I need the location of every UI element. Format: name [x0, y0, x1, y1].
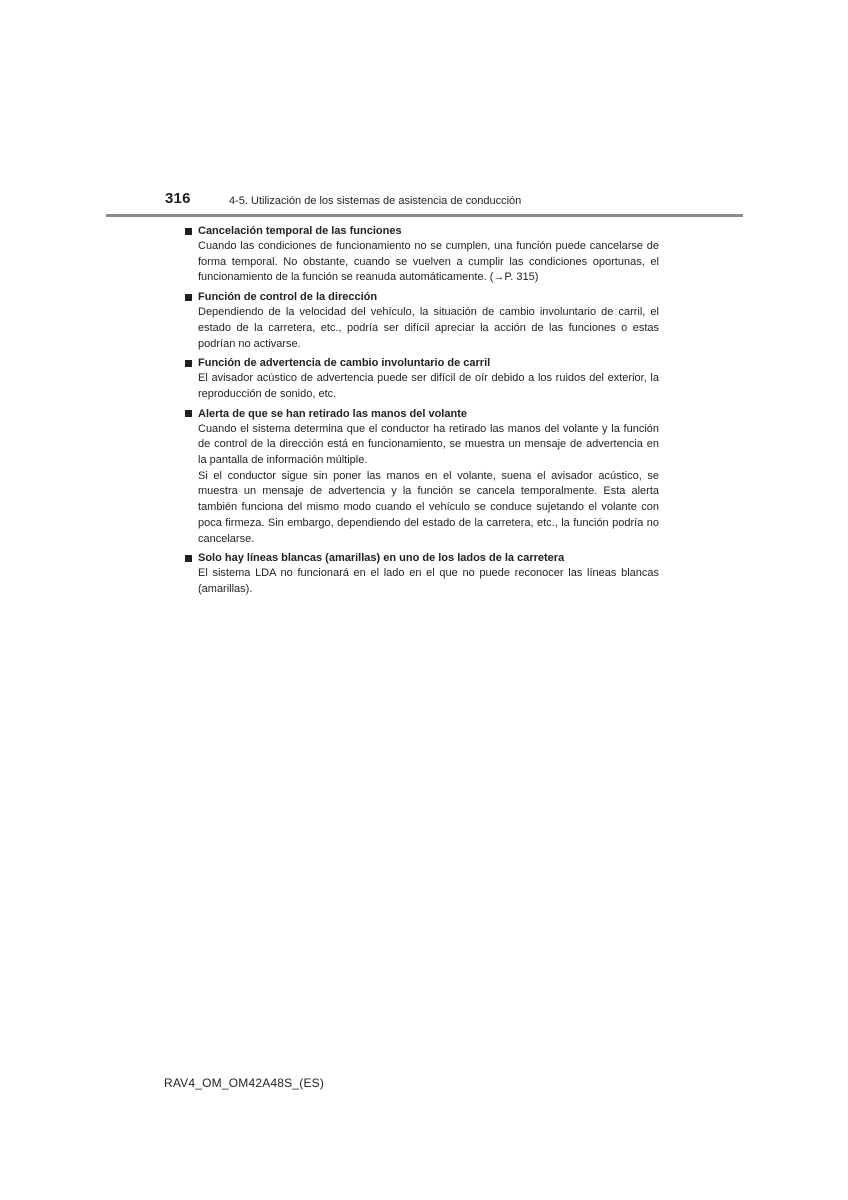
section-hands-off-alert [185, 406, 659, 548]
page-content [185, 223, 659, 601]
square-bullet-icon [185, 294, 192, 301]
section-heading-text: Alerta de que se han retirado las manos del volante [198, 407, 467, 420]
section-paragraph: Dependiendo de la velocidad del vehículo, la situación de cambio involuntario de carril, el estado de la carretera, etc., podría ser difícil apreciar la acción de las funciones o estas podrían no activarse. [198, 306, 659, 350]
section-paragraph: El sistema LDA no funcionará en el lado en el que no puede reconocer las líneas blancas (amarillas). [198, 567, 659, 595]
section-single-side-lines [185, 550, 659, 597]
section-heading-text: Función de control de la dirección [198, 291, 378, 304]
square-bullet-icon [185, 360, 192, 367]
section-temporary-cancellation [185, 223, 659, 286]
section-heading-text: Cancelación temporal de las funciones [198, 225, 402, 237]
square-bullet-icon [185, 410, 192, 417]
section-heading [185, 406, 659, 422]
section-heading [185, 355, 659, 371]
running-header-title: 4-5. Utilización de los sistemas de asistencia de conducción [229, 195, 522, 207]
section-heading [185, 550, 659, 566]
square-bullet-icon [185, 555, 192, 562]
section-lane-departure-warning [185, 355, 659, 402]
footer-document-code: RAV4_OM_OM42A48S_(ES) [164, 1076, 325, 1090]
section-heading-text: Función de advertencia de cambio involuntario de carril [198, 357, 491, 370]
section-paragraph: Cuando el sistema determina que el conductor ha retirado las manos del volante y la función de control de la dirección está en funcionamiento, se muestra un mensaje de advertencia en la pantalla de información múltiple. [198, 422, 659, 467]
section-paragraph: El avisador acústico de advertencia puede ser difícil de oír debido a los ruidos del exterior, la reproducción de sonido, etc. [198, 372, 659, 400]
square-bullet-icon [185, 228, 192, 235]
page-number: 316 [165, 190, 191, 207]
section-heading [185, 289, 659, 305]
section-steering-control [185, 289, 659, 352]
section-heading [185, 223, 659, 239]
header-divider [106, 214, 743, 217]
section-paragraph: Si el conductor sigue sin poner las manos en el volante, suena el avisador acústico, se muestra un mensaje de advertencia y la función se cancela temporalmente. Esta alerta también funciona del mismo modo cuando el vehículo se conduce sujetando el volante con poca firmeza. Sin embargo, dependiendo del estado de la carretera, etc., la función podría no cancelarse. [198, 469, 659, 545]
section-paragraph: Cuando las condiciones de funcionamiento no se cumplen, una función puede cancelarse de forma temporal. No obstante, cuando se vuelven a cumplir las condiciones oportunas, el funcionamiento de la función se reanuda automáticamente. (→P. 315) [198, 240, 659, 284]
section-heading-text: Solo hay líneas blancas (amarillas) en uno de los lados de la carretera [198, 552, 565, 565]
